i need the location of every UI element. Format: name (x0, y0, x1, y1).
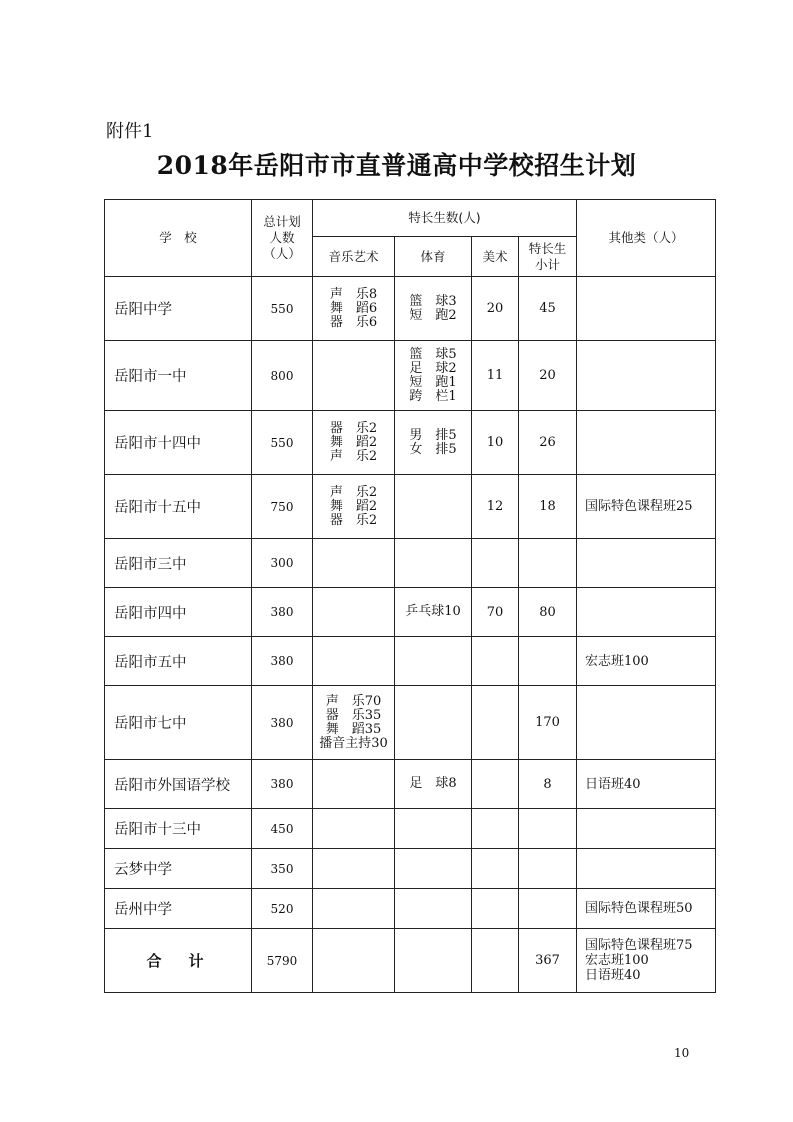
music-cell: 声 乐8 舞 蹈6 器 乐6 (313, 277, 395, 341)
school-name: 云梦中学 (105, 849, 252, 889)
table-row (105, 411, 716, 475)
subtotal-cell (519, 637, 577, 686)
other-cell (577, 277, 716, 341)
subtotal-cell (519, 539, 577, 588)
school-name: 岳阳市七中 (105, 686, 252, 760)
art-total-cell (472, 929, 519, 993)
music-cell (313, 809, 395, 849)
other-cell (577, 809, 716, 849)
school-name: 岳阳中学 (105, 277, 252, 341)
art-cell (472, 539, 519, 588)
music-cell (313, 637, 395, 686)
document-title: 2018年岳阳市市直普通高中学校招生计划 (156, 151, 637, 180)
sports-cell (395, 889, 472, 929)
school-name: 岳阳市五中 (105, 637, 252, 686)
table-row (105, 686, 716, 760)
school-name: 岳阳市外国语学校 (105, 760, 252, 809)
total-row (105, 929, 716, 993)
sports-cell: 乒乓球10 (395, 588, 472, 637)
other-cell (577, 686, 716, 760)
school-name: 岳阳市十四中 (105, 411, 252, 475)
music-cell (313, 341, 395, 411)
subtotal-cell: 170 (519, 686, 577, 760)
total-cell: 520 (252, 889, 313, 929)
sports-cell (395, 686, 472, 760)
sports-total-cell (395, 929, 472, 993)
table-row (105, 277, 716, 341)
total-cell: 800 (252, 341, 313, 411)
total-cell: 380 (252, 637, 313, 686)
school-name: 岳阳市十三中 (105, 809, 252, 849)
table-row (105, 539, 716, 588)
school-name: 岳阳市四中 (105, 588, 252, 637)
other-cell: 宏志班100 (577, 637, 716, 686)
subtotal-cell: 26 (519, 411, 577, 475)
total-cell: 750 (252, 475, 313, 539)
table-row (105, 809, 716, 849)
other-cell (577, 411, 716, 475)
art-cell: 10 (472, 411, 519, 475)
table-row (105, 849, 716, 889)
enrollment-plan-table (104, 199, 716, 993)
subtotal-cell: 80 (519, 588, 577, 637)
header-other: 其他类（人） (577, 200, 716, 277)
school-name: 岳阳市十五中 (105, 475, 252, 539)
music-cell: 声 乐2 舞 蹈2 器 乐2 (313, 475, 395, 539)
table-row (105, 889, 716, 929)
table-row (105, 475, 716, 539)
music-cell: 声 乐70 器 乐35 舞 蹈35 播音主持30 (313, 686, 395, 760)
total-cell: 550 (252, 411, 313, 475)
attachment-label: 附件1 (106, 121, 154, 142)
music-cell (313, 760, 395, 809)
sports-cell: 篮 球5 足 球2 短 跑1 跨 栏1 (395, 341, 472, 411)
header-school: 学 校 (105, 200, 252, 277)
table-row (105, 588, 716, 637)
header-specialty-group: 特长生数(人) (313, 200, 577, 237)
art-cell (472, 849, 519, 889)
page-number: 10 (674, 1046, 690, 1060)
art-cell (472, 889, 519, 929)
table-row (105, 637, 716, 686)
total-cell: 350 (252, 849, 313, 889)
total-label: 合 计 (105, 929, 252, 993)
table-row (105, 760, 716, 809)
total-cell: 300 (252, 539, 313, 588)
subtotal-cell: 20 (519, 341, 577, 411)
sports-cell: 男 排5 女 排5 (395, 411, 472, 475)
total-cell: 5790 (252, 929, 313, 993)
sports-cell (395, 539, 472, 588)
art-cell (472, 809, 519, 849)
school-name: 岳阳市三中 (105, 539, 252, 588)
total-cell: 380 (252, 588, 313, 637)
music-cell (313, 588, 395, 637)
sports-cell (395, 849, 472, 889)
total-cell: 550 (252, 277, 313, 341)
sports-cell (395, 475, 472, 539)
table-row (105, 341, 716, 411)
header-art: 美术 (472, 237, 519, 277)
total-cell: 450 (252, 809, 313, 849)
subtotal-cell: 8 (519, 760, 577, 809)
art-cell (472, 686, 519, 760)
other-cell (577, 588, 716, 637)
total-cell: 380 (252, 686, 313, 760)
other-cell: 日语班40 (577, 760, 716, 809)
subtotal-cell: 18 (519, 475, 577, 539)
table-body (105, 277, 716, 929)
sports-cell: 篮 球3 短 跑2 (395, 277, 472, 341)
subtotal-cell (519, 889, 577, 929)
art-cell (472, 637, 519, 686)
header-total: 总计划 人数 （人） (252, 200, 313, 277)
subtotal-cell (519, 849, 577, 889)
art-cell: 12 (472, 475, 519, 539)
header-sports: 体育 (395, 237, 472, 277)
subtotal-total-cell: 367 (519, 929, 577, 993)
music-cell (313, 539, 395, 588)
art-cell: 11 (472, 341, 519, 411)
header-music: 音乐艺术 (313, 237, 395, 277)
school-name: 岳州中学 (105, 889, 252, 929)
subtotal-cell: 45 (519, 277, 577, 341)
total-cell: 380 (252, 760, 313, 809)
subtotal-cell (519, 809, 577, 849)
music-total-cell (313, 929, 395, 993)
sports-cell (395, 809, 472, 849)
other-total-cell: 国际特色课程班75 宏志班100 日语班40 (577, 929, 716, 993)
sports-cell: 足 球8 (395, 760, 472, 809)
music-cell (313, 889, 395, 929)
other-cell (577, 849, 716, 889)
other-cell (577, 539, 716, 588)
school-name: 岳阳市一中 (105, 341, 252, 411)
art-cell (472, 760, 519, 809)
music-cell (313, 849, 395, 889)
other-cell: 国际特色课程班50 (577, 889, 716, 929)
art-cell: 20 (472, 277, 519, 341)
other-cell (577, 341, 716, 411)
header-subtotal: 特长生 小计 (519, 237, 577, 277)
sports-cell (395, 637, 472, 686)
other-cell: 国际特色课程班25 (577, 475, 716, 539)
art-cell: 70 (472, 588, 519, 637)
music-cell: 器 乐2 舞 蹈2 声 乐2 (313, 411, 395, 475)
